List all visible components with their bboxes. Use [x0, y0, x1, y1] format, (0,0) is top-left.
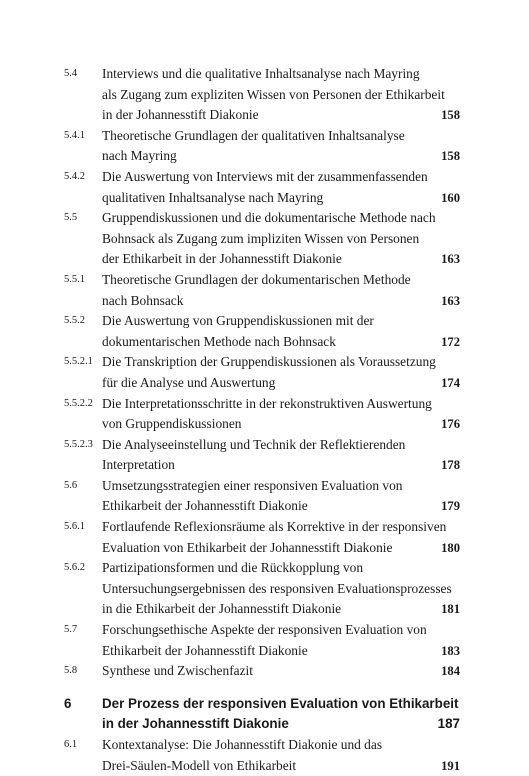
- toc-entry-title-line: Der Prozess der responsiven Evaluation von Ethikarbeit: [102, 695, 459, 711]
- toc-entry-title-line: Forschungsethische Aspekte der responsiven Evaluation von: [102, 622, 427, 638]
- toc-entry-number: 5.5.2: [64, 315, 85, 327]
- toc-entry-title-line: Die Auswertung von Gruppendiskussionen mit der: [102, 313, 374, 329]
- toc-entry: [64, 311, 460, 352]
- toc-entry-page-number: 181: [441, 602, 460, 617]
- toc-entry-number: 5.4.1: [64, 129, 85, 141]
- toc-entry: [64, 661, 460, 682]
- toc-entry: [64, 517, 460, 558]
- toc-entry: [64, 352, 460, 393]
- toc-entry-page-number: 158: [441, 108, 460, 123]
- toc-entry: [64, 167, 460, 208]
- toc-entry-number: 6: [64, 695, 72, 711]
- toc-entry-number: 5.6.2: [64, 562, 85, 574]
- toc-entry-title-line: Die Auswertung von Interviews mit der zusammenfassenden: [102, 168, 428, 184]
- toc-entry-title-line: dokumentarischen Methode nach Bohnsack: [102, 333, 336, 349]
- toc-entry: [64, 208, 460, 270]
- table-of-contents: [64, 64, 460, 776]
- toc-entry-title-line: in die Ethikarbeit der Johannesstift Diakonie: [102, 601, 342, 617]
- toc-entry-title-line: Fortlaufende Reflexionsräume als Korrektive in der responsiven: [102, 519, 447, 535]
- toc-entry-page-number: 160: [441, 190, 460, 205]
- toc-entry-title-line: nach Bohnsack: [102, 292, 184, 308]
- toc-entry-title-line: Gruppendiskussionen und die dokumentarische Methode nach: [102, 210, 436, 226]
- toc-entry-title-line: Interviews und die qualitative Inhaltsanalyse nach Mayring: [102, 66, 420, 81]
- toc-entry: [64, 476, 460, 517]
- toc-entry-title-line: nach Mayring: [102, 148, 177, 164]
- toc-entry-number: 5.5.1: [64, 273, 85, 285]
- toc-entry: [64, 558, 460, 620]
- toc-entry-title-line: Die Interpretationsschritte in der rekonstruktiven Auswertung: [102, 395, 432, 411]
- toc-entry-number: 5.5.2.3: [64, 438, 93, 450]
- toc-entry-title-line: für die Analyse und Auswertung: [102, 374, 276, 390]
- toc-entry-title-line: qualitativen Inhaltsanalyse nach Mayring: [102, 189, 324, 205]
- toc-entry-title-line: Theoretische Grundlagen der qualitativen Inhaltsanalyse: [102, 127, 405, 143]
- toc-entry: [64, 270, 460, 311]
- toc-entry-title-line: der Ethikarbeit in der Johannesstift Diakonie: [102, 251, 342, 267]
- toc-entry-number: 5.8: [64, 665, 78, 677]
- toc-entry-page-number: 163: [441, 293, 460, 308]
- toc-entry-number: 5.4.2: [64, 170, 85, 182]
- toc-entry-title-line: in der Johannesstift Diakonie: [102, 107, 259, 123]
- toc-entry-title-line: Kontextanalyse: Die Johannesstift Diakonie und das: [102, 737, 383, 752]
- toc-entry-title-line: Ethikarbeit der Johannesstift Diakonie: [102, 642, 308, 658]
- toc-entry-title-line: Evaluation von Ethikarbeit der Johannesstift Diakonie: [102, 539, 393, 555]
- toc-entry-title-line: als Zugang zum expliziten Wissen von Personen der Ethikarbeit: [102, 86, 445, 102]
- toc-entry-page-number: 180: [441, 540, 460, 555]
- toc-entry-page-number: 183: [441, 643, 460, 658]
- toc-entry-title-line: Die Transkription der Gruppendiskussionen als Voraussetzung: [102, 354, 436, 370]
- toc-entry-number: 5.6.1: [64, 521, 85, 533]
- toc-entry-page-number: 191: [441, 758, 460, 773]
- toc-entry-title-line: Ethikarbeit der Johannesstift Diakonie: [102, 498, 308, 514]
- toc-entry-title-line: Die Analyseeinstellung und Technik der Reflektierenden: [102, 436, 406, 452]
- toc-entry-title-line: Synthese und Zwischenfazit: [102, 663, 253, 679]
- toc-entry-page-number: 174: [441, 375, 460, 390]
- toc-entry: [64, 64, 460, 126]
- toc-entry-page-number: 158: [441, 149, 460, 164]
- toc-chapter-entry: [64, 694, 460, 735]
- toc-entry: [64, 735, 460, 776]
- toc-entry-page-number: 163: [441, 252, 460, 267]
- toc-entry-number: 6.1: [64, 739, 78, 750]
- toc-entry-title-line: von Gruppendiskussionen: [102, 416, 242, 432]
- toc-entry-number: 5.4: [64, 68, 78, 79]
- toc-entry-title-line: Untersuchungsergebnissen des responsiven Evaluationsprozesses: [102, 580, 452, 596]
- toc-entry: [64, 126, 460, 167]
- toc-entry-title-line: Bohnsack als Zugang zum impliziten Wissen von Personen: [102, 230, 420, 246]
- toc-entry-number: 5.5.2.2: [64, 397, 93, 409]
- toc-entry-page-number: 172: [441, 334, 460, 349]
- toc-entry-page-number: 187: [437, 716, 460, 732]
- toc-entry: [64, 620, 460, 661]
- toc-entry: [64, 435, 460, 476]
- toc-entry-title-line: Theoretische Grundlagen der dokumentarischen Methode: [102, 271, 411, 287]
- toc-entry-number: 5.5: [64, 212, 78, 224]
- toc-entry-number: 5.5.2.1: [64, 356, 93, 368]
- toc-entry-number: 5.7: [64, 624, 78, 636]
- toc-entry-page-number: 176: [441, 417, 460, 432]
- toc-entry-title-line: Drei-Säulen-Modell von Ethikarbeit: [102, 757, 297, 773]
- toc-entry-title-line: in der Johannesstift Diakonie: [102, 716, 289, 732]
- toc-entry-number: 5.6: [64, 479, 78, 491]
- toc-entry-page-number: 184: [441, 664, 460, 679]
- toc-entry: [64, 394, 460, 435]
- toc-entry-title-line: Partizipationsformen und die Rückkopplung von: [102, 560, 364, 576]
- toc-entry-title-line: Umsetzungsstrategien einer responsiven Evaluation von: [102, 477, 403, 493]
- toc-entry-title-line: Interpretation: [102, 457, 175, 473]
- toc-entry-page-number: 179: [441, 499, 460, 514]
- toc-entry-page-number: 178: [441, 458, 460, 473]
